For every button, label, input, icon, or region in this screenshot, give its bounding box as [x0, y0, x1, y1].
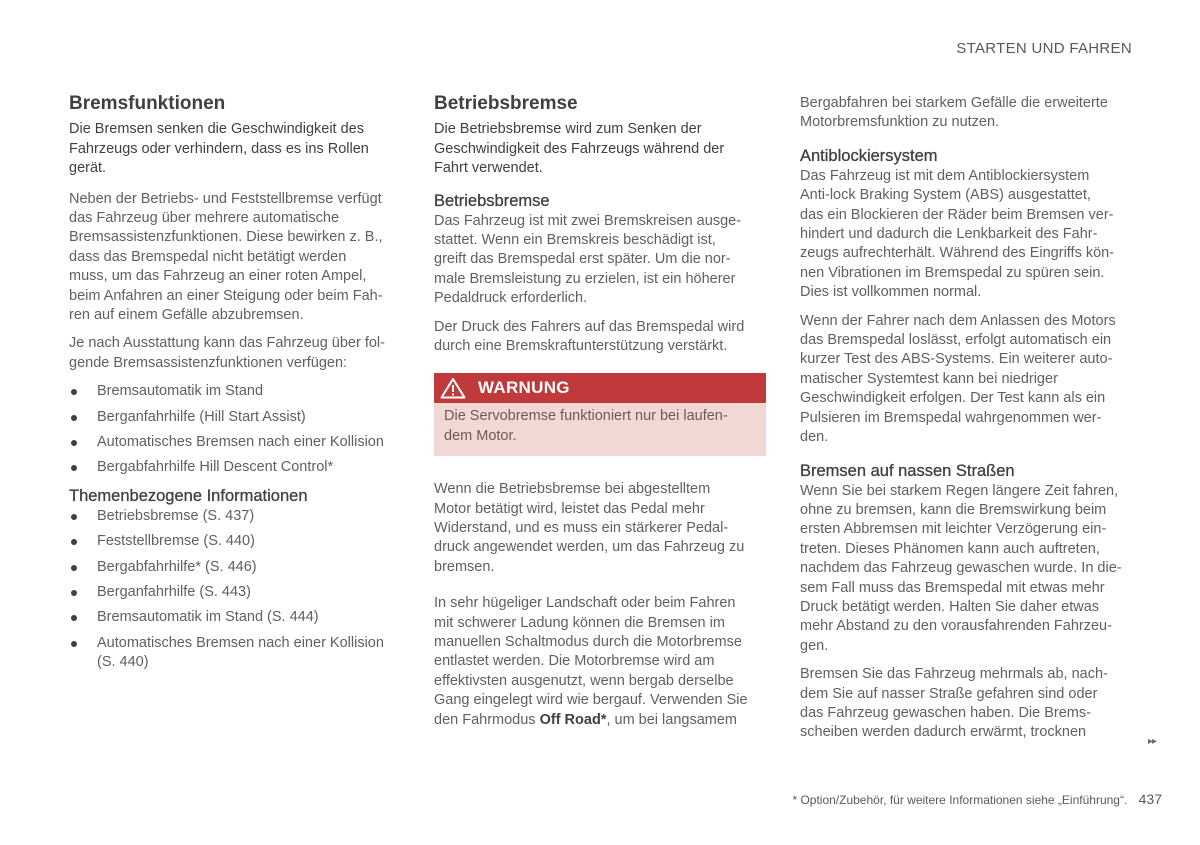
paragraph-bremskraft [434, 318, 769, 357]
text-line: Der Druck des Fahrers auf das Bremspedal wird [434, 318, 745, 335]
list-item: Berganfahrhilfe (Hill Start Assist) [69, 408, 404, 427]
text-line: Pulsieren im Bremspedal wahrgenommen wer- [800, 409, 1102, 426]
text-line: Bremsassistenzfunktionen. Diese bewirken z. B., [69, 229, 383, 246]
text-line: Geschwindigkeit erfolgen. Der Test kann als ein [800, 390, 1106, 407]
paragraph-motorbremse-lines [434, 594, 769, 710]
text-line: Wenn die Betriebsbremse bei abgestelltem [434, 481, 711, 498]
text-line: (S. 440) [97, 654, 149, 671]
text-line: Gang eingelegt wird wie bergauf. Verwenden Sie [434, 692, 748, 709]
text-line: Druck betätigt werden. Halten Sie daher etwas [800, 598, 1100, 615]
text-line: Die Betriebsbremse wird zum Senken der [434, 121, 702, 137]
text-line: Widerstand, und es muss ein stärkerer Pedal- [434, 519, 729, 536]
text-line: Je nach Ausstattung kann das Fahrzeug über fol- [69, 335, 385, 352]
paragraph-abgestellter-motor [434, 480, 769, 577]
paragraph-ausstattung [69, 334, 404, 373]
page-number: 437 [1138, 791, 1162, 807]
text-line: Motorbremsfunktion zu nutzen. [800, 114, 1000, 131]
text-line: Geschwindigkeit des Fahrzeugs während der [434, 140, 725, 157]
text-line: dem Sie auf nasser Straße gefahren sind oder [800, 685, 1098, 702]
text-line: dass das Bremspedal nicht betätigt werden [69, 248, 347, 265]
running-header: STARTEN UND FAHREN [956, 40, 1132, 57]
text-line: mehr Abstand zu den vorausfahrenden Fahrzeu- [800, 618, 1112, 635]
section-title-bremsfunktionen: Bremsfunktionen [69, 93, 226, 114]
column-abs [800, 92, 1135, 752]
text-line: treten. Dieses Phänomen kann auch auftreten, [800, 540, 1100, 557]
text-line: effektivsten ausgenutzt, wenn bergab derselbe [434, 672, 734, 689]
warning-box [434, 373, 766, 456]
text-line: den. [800, 429, 829, 446]
paragraph-regen [800, 482, 1135, 657]
text-line: kurzer Test des ABS-Systems. Ein weiterer auto- [800, 351, 1113, 368]
text-line: dem Motor. [444, 427, 517, 444]
paragraph-mehrmals-bremsen [800, 665, 1135, 743]
text-line: das ein Blockieren der Räder beim Bremsen ver- [800, 206, 1114, 223]
text-line: Fahrzeugs oder verhindern, dass es ins Rollen [69, 140, 369, 157]
paragraph-abs [800, 167, 1135, 303]
list-item: Automatisches Bremsen nach einer Kollision [69, 433, 404, 452]
section-title-betriebsbremse: Betriebsbremse [434, 93, 578, 114]
text-line: nen Vibrationen im Bremspedal zu spüren sein. [800, 264, 1105, 281]
text-line: muss, um das Fahrzeug an einer roten Ampel, [69, 268, 367, 285]
paragraph-bremsassistenz [69, 190, 404, 326]
related-link[interactable]: Feststellbremse (S. 440) [69, 532, 404, 551]
section-title-nasse-strassen: Bremsen auf nassen Straßen [800, 461, 1015, 480]
function-list [69, 382, 404, 478]
text-line: beim Anfahren an einer Steigung oder beim Fah- [69, 287, 383, 304]
warning-text [434, 403, 766, 456]
text-line: greift das Bremspedal erst später. Um die nor- [434, 251, 731, 268]
text-line: manuellen Schaltmodus durch die Motorbremse [434, 634, 742, 650]
column-bremsfunktionen [69, 92, 404, 680]
intro-betriebsbremse [434, 120, 769, 179]
text-line: ren auf einem Gefälle abzubremsen. [69, 306, 304, 323]
related-info-heading: Themenbezogene Informationen [69, 486, 308, 505]
related-link[interactable]: Berganfahrhilfe (S. 443) [69, 583, 404, 602]
text-line: entlastet werden. Die Motorbremse wird am [434, 653, 715, 670]
related-link[interactable]: Bergabfahrhilfe* (S. 446) [69, 558, 404, 577]
warning-triangle-icon [440, 377, 466, 399]
text-line: Motor betätigt wird, leistet das Pedal mehr [434, 500, 705, 517]
text-line: Das Fahrzeug ist mit zwei Bremskreisen ausge- [434, 212, 742, 229]
text-line: gende Bremsassistenzfunktionen verfügen: [69, 354, 348, 371]
related-link[interactable]: Betriebsbremse (S. 437) [69, 507, 404, 526]
column-betriebsbremse [434, 92, 769, 739]
text-line: Dies ist vollkommen normal. [800, 284, 982, 301]
related-link[interactable] [69, 634, 404, 673]
text-line: Fahrt verwendet. [434, 160, 543, 176]
paragraph-motorbremse-last-line: den Fahrmodus Off Road*, um bei langsamem [434, 711, 738, 728]
footnote: * Option/Zubehör, für weitere Informationen siehe „Einführung“. [792, 793, 1128, 807]
paragraph-abs-test [800, 312, 1135, 448]
subsection-title-betriebsbremse: Betriebsbremse [434, 191, 550, 210]
text-line: hindert und dadurch die Lenkbarkeit des Fahr- [800, 226, 1098, 243]
text-line: Pedaldruck erforderlich. [434, 290, 588, 307]
text-line: Automatisches Bremsen nach einer Kollision [97, 634, 384, 651]
text-line: das Bremspedal loslässt, erfolgt automatisch ein [800, 332, 1112, 349]
text-line: ersten Abbremsen mit leichter Verzögerung ein- [800, 521, 1107, 538]
page-footer [792, 791, 1162, 807]
text-line: Wenn der Fahrer nach dem Anlassen des Motors [800, 312, 1116, 329]
paragraph-motorbremse [434, 594, 769, 730]
text-line: Die Bremsen senken die Geschwindigkeit des [69, 121, 364, 137]
text-line: In sehr hügeliger Landschaft oder beim Fahren [434, 595, 736, 612]
text-line: Das Fahrzeug ist mit dem Antiblockiersystem [800, 167, 1090, 184]
text-line: male Bremsleistung zu erzielen, ist ein höherer [434, 270, 736, 287]
text-line: das Fahrzeug über mehrere automatische [69, 209, 340, 226]
text-line: Die Servobremse funktioniert nur bei laufen- [444, 408, 728, 425]
text-line: matischer Systemtest kann bei niedriger [800, 370, 1058, 387]
section-title-antiblockiersystem: Antiblockiersystem [800, 146, 938, 165]
drive-mode-off-road: Off Road* [539, 711, 607, 728]
text-line: das Fahrzeug gewaschen haben. Die Brems- [800, 704, 1091, 721]
text-line: nachdem das Fahrzeug gewaschen wurde. In die- [800, 560, 1122, 577]
text-line: Bremsen Sie das Fahrzeug mehrmals ab, nach- [800, 666, 1108, 683]
intro-bremsfunktionen [69, 120, 404, 179]
text-line: Bergabfahren bei starkem Gefälle die erweiterte [800, 95, 1108, 111]
text-line: stattet. Wenn ein Bremskreis beschädigt ist, [434, 231, 716, 248]
related-list [69, 507, 404, 673]
related-link[interactable]: Bremsautomatik im Stand (S. 444) [69, 608, 404, 627]
text-line: sem Fall muss das Bremspedal mit etwas mehr [800, 579, 1105, 596]
text-line: scheiben werden dadurch erwärmt, trocknen [800, 724, 1087, 741]
text-line: zeugs aufrechterhält. Während des Eingriffs kön- [800, 245, 1115, 262]
warning-title: WARNUNG [478, 378, 570, 398]
warning-header [434, 373, 766, 403]
continue-arrows-icon: ▸▸ [1148, 736, 1157, 747]
text-line: bremsen. [434, 558, 495, 575]
list-item: Bremsautomatik im Stand [69, 382, 404, 401]
text-line: ohne zu bremsen, kann die Bremswirkung beim [800, 501, 1107, 518]
text-line: gerät. [69, 160, 107, 176]
text-line: druck angewendet werden, um das Fahrzeug zu [434, 539, 745, 556]
text-line: Neben der Betriebs- und Feststellbremse verfügt [69, 190, 382, 207]
paragraph-bergabfahren [800, 94, 1135, 133]
text-line: mit schwerer Ladung können die Bremsen im [434, 614, 725, 631]
paragraph-bremskreise [434, 212, 769, 309]
text-line: Wenn Sie bei starkem Regen längere Zeit fahren, [800, 482, 1119, 499]
text-line: Anti-lock Braking System (ABS) ausgestattet, [800, 187, 1091, 204]
list-item: Bergabfahrhilfe Hill Descent Control* [69, 458, 404, 477]
text-line: durch eine Bremskraftunterstützung verstärkt. [434, 337, 728, 354]
text-line: gen. [800, 637, 829, 654]
